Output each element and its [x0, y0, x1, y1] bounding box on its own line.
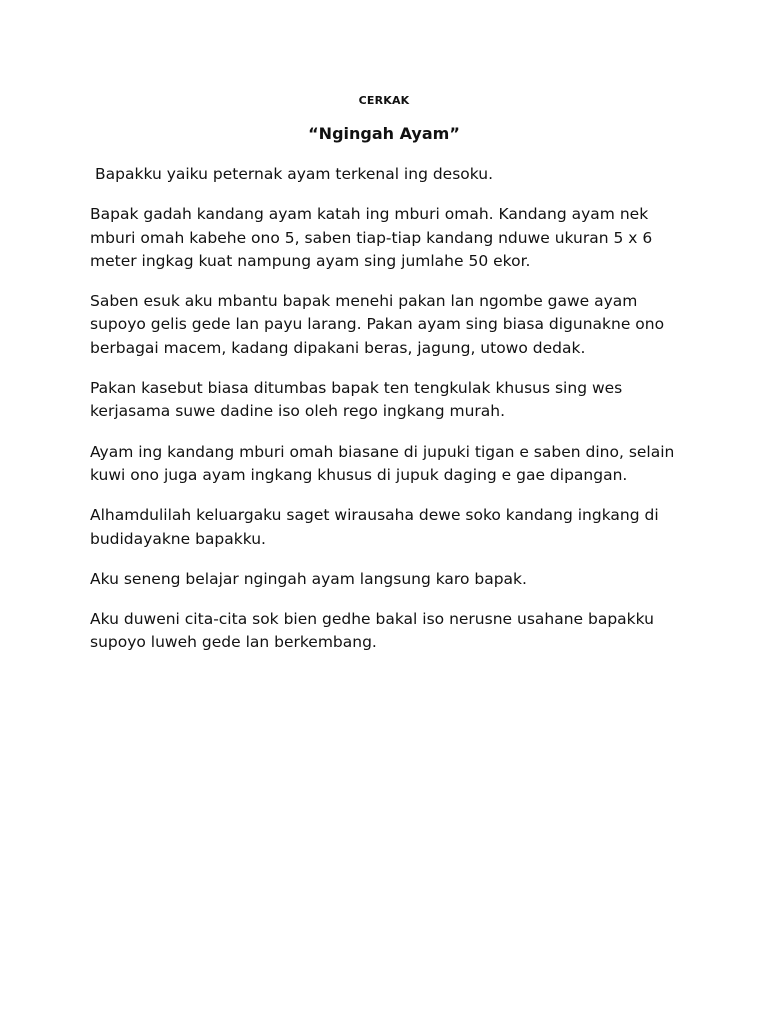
paragraph-line: Alhamdulilah keluargaku saget wirausaha dewe soko kandang ingkang di — [90, 506, 659, 525]
document-body — [90, 163, 680, 672]
paragraph-line: Bapak gadah kandang ayam katah ing mburi omah. Kandang ayam nek — [90, 205, 649, 224]
document-label: CERKAK — [358, 94, 410, 107]
paragraph-line: Aku duweni cita-cita sok bien gedhe bakal iso nerusne usahane bapakku — [90, 610, 654, 629]
paragraph-line: Bapakku yaiku peternak ayam terkenal ing desoku. — [95, 165, 494, 183]
paragraph-line: Ayam ing kandang mburi omah biasane di jupuki tigan e saben dino, selain — [90, 442, 675, 461]
paragraph-line: mburi omah kabehe ono 5, saben tiap-tiap kandang nduwe ukuran 5 x 6 — [90, 228, 653, 247]
document-title: “Ngingah Ayam” — [308, 124, 460, 143]
paragraph-line: Aku seneng belajar ngingah ayam langsung karo bapak. — [90, 569, 527, 588]
paragraph-5 — [90, 441, 680, 488]
paragraph-line: Pakan kasebut biasa ditumbas bapak ten tengkulak khusus sing wes — [90, 379, 623, 398]
paragraph-line: supoyo luweh gede lan berkembang. — [90, 633, 377, 652]
paragraph-line: kerjasama suwe dadine iso oleh rego ingkang murah. — [90, 402, 506, 421]
paragraph-line: kuwi ono juga ayam ingkang khusus di jupuk daging e gae dipangan. — [90, 465, 628, 484]
paragraph-line: meter ingkag kuat nampung ayam sing jumlahe 50 ekor. — [90, 251, 531, 270]
paragraph-1 — [90, 163, 680, 186]
paragraph-line: berbagai macem, kadang dipakani beras, jagung, utowo dedak. — [90, 338, 586, 357]
paragraph-3 — [90, 290, 680, 360]
paragraph-8 — [90, 608, 680, 655]
paragraph-line: Saben esuk aku mbantu bapak menehi pakan lan ngombe gawe ayam — [90, 292, 638, 311]
paragraph-line: supoyo gelis gede lan payu larang. Pakan ayam sing biasa digunakne ono — [90, 315, 665, 334]
paragraph-line: budidayakne bapakku. — [90, 529, 266, 548]
paragraph-7 — [90, 568, 680, 591]
paragraph-2 — [90, 203, 680, 273]
paragraph-6 — [90, 504, 680, 551]
paragraph-4 — [90, 377, 680, 424]
